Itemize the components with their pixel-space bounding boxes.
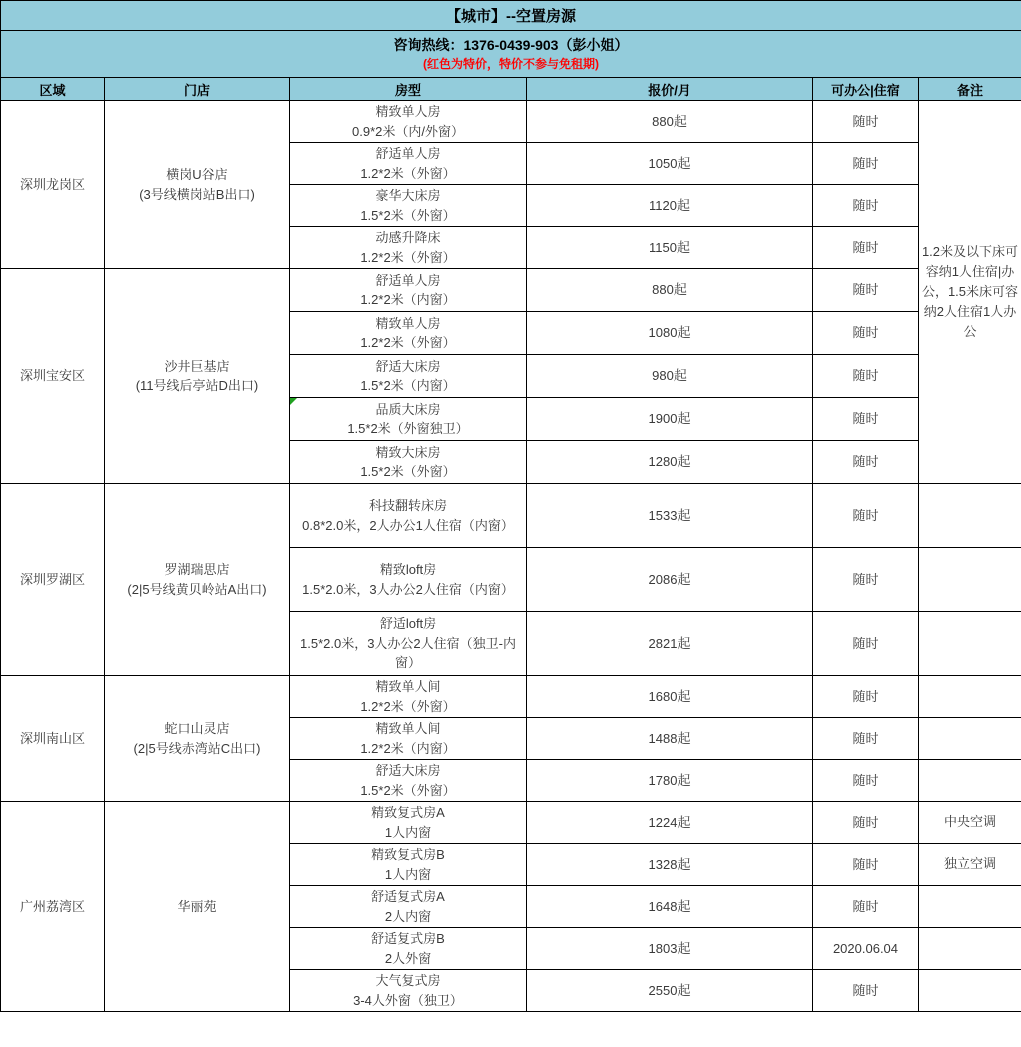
remark-cell bbox=[919, 612, 1021, 676]
room-type-cell bbox=[290, 970, 527, 1012]
availability-cell: 随时 bbox=[813, 844, 919, 886]
col-header-region: 区域 bbox=[1, 78, 105, 101]
availability-cell: 随时 bbox=[813, 312, 919, 355]
store-cell bbox=[105, 269, 290, 484]
room-spec-label: 1.5*2.0米，3人办公2人住宿（内窗） bbox=[302, 581, 514, 597]
remark-cell bbox=[919, 484, 1021, 548]
room-type-label: 舒适复式房B bbox=[371, 931, 445, 946]
store-name: 沙井巨基店 bbox=[164, 358, 230, 374]
room-spec-label: 1.5*2米（外窗独卫） bbox=[347, 421, 469, 436]
region-cell: 深圳罗湖区 bbox=[1, 484, 105, 676]
region-cell: 深圳龙岗区 bbox=[1, 101, 105, 269]
hotline-row bbox=[1, 31, 1021, 78]
room-type-label: 精致loft房 bbox=[379, 562, 437, 577]
availability-cell: 随时 bbox=[813, 886, 919, 928]
room-type-label: 精致复式房B bbox=[371, 847, 445, 862]
room-spec-label: 3-4人外窗（独卫） bbox=[353, 992, 463, 1008]
price-cell: 1680起 bbox=[527, 676, 813, 718]
room-type-label: 豪华大床房 bbox=[375, 188, 441, 203]
table-row bbox=[1, 802, 1021, 844]
availability-cell: 随时 bbox=[813, 269, 919, 312]
col-header-store: 门店 bbox=[105, 78, 290, 101]
room-type-label: 舒适复式房A bbox=[371, 889, 445, 904]
store-sub: (11号线后亭站D出口) bbox=[135, 378, 259, 393]
special-price-cell: 1488起 bbox=[527, 718, 813, 760]
availability-cell: 随时 bbox=[813, 718, 919, 760]
room-type-label: 舒适单人房 bbox=[375, 272, 441, 288]
room-type-cell bbox=[290, 928, 527, 970]
room-type-cell bbox=[290, 802, 527, 844]
availability-cell: 随时 bbox=[813, 101, 919, 143]
availability-cell: 随时 bbox=[813, 802, 919, 844]
store-cell bbox=[105, 676, 290, 802]
room-spec-label: 0.9*2米（内/外窗） bbox=[352, 123, 464, 139]
col-header-availability: 可办公|住宿 bbox=[813, 78, 919, 101]
price-cell: 1120起 bbox=[527, 185, 813, 227]
room-spec-label: 1.5*2米（外窗） bbox=[360, 782, 456, 798]
room-type-label: 舒适loft房 bbox=[379, 616, 437, 632]
availability-cell: 随时 bbox=[813, 970, 919, 1012]
availability-cell: 随时 bbox=[813, 227, 919, 269]
comment-flag-icon bbox=[290, 398, 297, 405]
price-cell: 880起 bbox=[527, 101, 813, 143]
room-type-label: 科技翻转床房 bbox=[368, 498, 447, 513]
remark-cell bbox=[919, 718, 1021, 760]
room-spec-label: 1人内窗 bbox=[384, 866, 432, 882]
room-type-cell bbox=[290, 398, 527, 441]
room-type-label: 精致单人间 bbox=[375, 679, 441, 694]
price-cell: 1900起 bbox=[527, 398, 813, 441]
store-name: 华丽苑 bbox=[177, 898, 217, 914]
room-type-cell bbox=[290, 312, 527, 355]
remark-cell bbox=[919, 548, 1021, 612]
region-cell: 广州荔湾区 bbox=[1, 802, 105, 1012]
store-cell bbox=[105, 101, 290, 269]
store-name: 罗湖瑞思店 bbox=[164, 562, 230, 577]
room-type-cell bbox=[290, 143, 527, 185]
price-cell: 880起 bbox=[527, 269, 813, 312]
room-type-cell bbox=[290, 227, 527, 269]
room-spec-label: 2人内窗 bbox=[384, 908, 432, 924]
room-spec-label: 1.2*2米（外窗） bbox=[360, 165, 456, 181]
remark-cell: 独立空调 bbox=[919, 844, 1021, 886]
room-type-label: 品质大床房 bbox=[375, 401, 441, 417]
availability-cell: 随时 bbox=[813, 143, 919, 185]
table-row bbox=[1, 676, 1021, 718]
price-cell: 1780起 bbox=[527, 760, 813, 802]
shared-remark-cell: 1.2米及以下床可容纳1人住宿|办公，1.5米床可容纳2人住宿1人办公 bbox=[919, 101, 1021, 484]
room-type-label: 舒适单人房 bbox=[375, 146, 441, 161]
availability-cell: 随时 bbox=[813, 355, 919, 398]
price-cell: 1080起 bbox=[527, 312, 813, 355]
room-type-label: 动感升降床 bbox=[375, 230, 441, 245]
room-type-label: 精致大床房 bbox=[375, 444, 441, 460]
availability-cell: 随时 bbox=[813, 398, 919, 441]
special-price-note: (红色为特价，特价不参与免租期) bbox=[423, 57, 599, 72]
store-sub: (2|5号线黄贝岭站A出口) bbox=[127, 581, 267, 597]
price-cell: 1224起 bbox=[527, 802, 813, 844]
room-spec-label: 1.2*2米（外窗） bbox=[360, 335, 456, 350]
remark-cell bbox=[919, 886, 1021, 928]
room-type-label: 精致单人房 bbox=[375, 315, 441, 331]
store-cell bbox=[105, 802, 290, 1012]
col-header-room-type: 房型 bbox=[290, 78, 527, 101]
room-spec-label: 1.2*2米（外窗） bbox=[360, 698, 456, 714]
title-row bbox=[1, 1, 1021, 31]
room-type-label: 舒适大床房 bbox=[375, 763, 441, 778]
room-spec-label: 1.2*2米（内窗） bbox=[360, 292, 456, 307]
room-type-cell bbox=[290, 185, 527, 227]
room-spec-label: 1.2*2米（内窗） bbox=[360, 740, 456, 756]
availability-cell: 随时 bbox=[813, 612, 919, 676]
room-type-cell bbox=[290, 612, 527, 676]
page-title: 【城市】--空置房源 bbox=[1, 1, 1021, 31]
availability-cell: 随时 bbox=[813, 676, 919, 718]
hotline-block bbox=[1, 31, 1021, 78]
room-spec-label: 0.8*2.0米，2人办公1人住宿（内窗） bbox=[302, 517, 514, 533]
store-cell bbox=[105, 484, 290, 676]
availability-cell: 随时 bbox=[813, 185, 919, 227]
price-cell: 1648起 bbox=[527, 886, 813, 928]
room-type-cell bbox=[290, 441, 527, 484]
availability-cell: 随时 bbox=[813, 548, 919, 612]
availability-date-cell: 2020.06.04 bbox=[813, 928, 919, 970]
price-cell: 1050起 bbox=[527, 143, 813, 185]
table-row bbox=[1, 484, 1021, 548]
room-type-cell bbox=[290, 548, 527, 612]
table-row bbox=[1, 269, 1021, 312]
availability-cell: 随时 bbox=[813, 760, 919, 802]
room-spec-label: 2人外窗 bbox=[384, 950, 432, 966]
region-cell: 深圳宝安区 bbox=[1, 269, 105, 484]
room-type-cell bbox=[290, 844, 527, 886]
price-cell: 2550起 bbox=[527, 970, 813, 1012]
store-name: 蛇口山灵店 bbox=[164, 721, 230, 736]
room-type-label: 精致单人房 bbox=[375, 104, 441, 119]
price-cell: 1280起 bbox=[527, 441, 813, 484]
store-name: 横岗U谷店 bbox=[166, 167, 228, 182]
room-type-label: 精致复式房A bbox=[371, 805, 445, 820]
availability-cell: 随时 bbox=[813, 441, 919, 484]
table-row bbox=[1, 101, 1021, 143]
room-type-cell bbox=[290, 269, 527, 312]
remark-cell bbox=[919, 928, 1021, 970]
hotline-text: 咨询热线：1376-0439-903（彭小姐） bbox=[393, 37, 629, 54]
region-cell: 深圳南山区 bbox=[1, 676, 105, 802]
col-header-remark: 备注 bbox=[919, 78, 1021, 101]
remark-cell: 中央空调 bbox=[919, 802, 1021, 844]
room-spec-label: 1人内窗 bbox=[384, 824, 432, 840]
room-type-label: 舒适大床房 bbox=[375, 358, 441, 374]
room-type-cell bbox=[290, 760, 527, 802]
room-type-cell bbox=[290, 676, 527, 718]
price-cell: 2086起 bbox=[527, 548, 813, 612]
store-sub: (3号线横岗站B出口) bbox=[139, 186, 255, 202]
price-cell: 1328起 bbox=[527, 844, 813, 886]
col-header-price: 报价/月 bbox=[527, 78, 813, 101]
room-type-cell bbox=[290, 101, 527, 143]
room-spec-label: 1.5*2米（内窗） bbox=[360, 378, 456, 393]
room-type-label: 大气复式房 bbox=[375, 973, 441, 988]
price-cell: 1803起 bbox=[527, 928, 813, 970]
room-spec-label: 1.5*2米（外窗） bbox=[360, 207, 456, 223]
store-sub: (2|5号线赤湾站C出口) bbox=[133, 740, 261, 756]
price-cell: 1533起 bbox=[527, 484, 813, 548]
price-cell: 1150起 bbox=[527, 227, 813, 269]
room-type-cell bbox=[290, 886, 527, 928]
room-spec-label: 1.5*2米（外窗） bbox=[360, 464, 456, 479]
room-type-cell bbox=[290, 484, 527, 548]
availability-cell: 随时 bbox=[813, 484, 919, 548]
room-type-label: 精致单人间 bbox=[375, 721, 441, 736]
price-cell: 980起 bbox=[527, 355, 813, 398]
room-spec-label: 1.5*2.0米，3人办公2人住宿（独卫-内窗） bbox=[300, 635, 516, 671]
room-type-cell bbox=[290, 355, 527, 398]
remark-cell bbox=[919, 760, 1021, 802]
remark-cell bbox=[919, 676, 1021, 718]
room-spec-label: 1.2*2米（外窗） bbox=[360, 249, 456, 265]
room-type-cell bbox=[290, 718, 527, 760]
remark-cell bbox=[919, 970, 1021, 1012]
column-header-row bbox=[1, 78, 1021, 101]
price-cell: 2821起 bbox=[527, 612, 813, 676]
